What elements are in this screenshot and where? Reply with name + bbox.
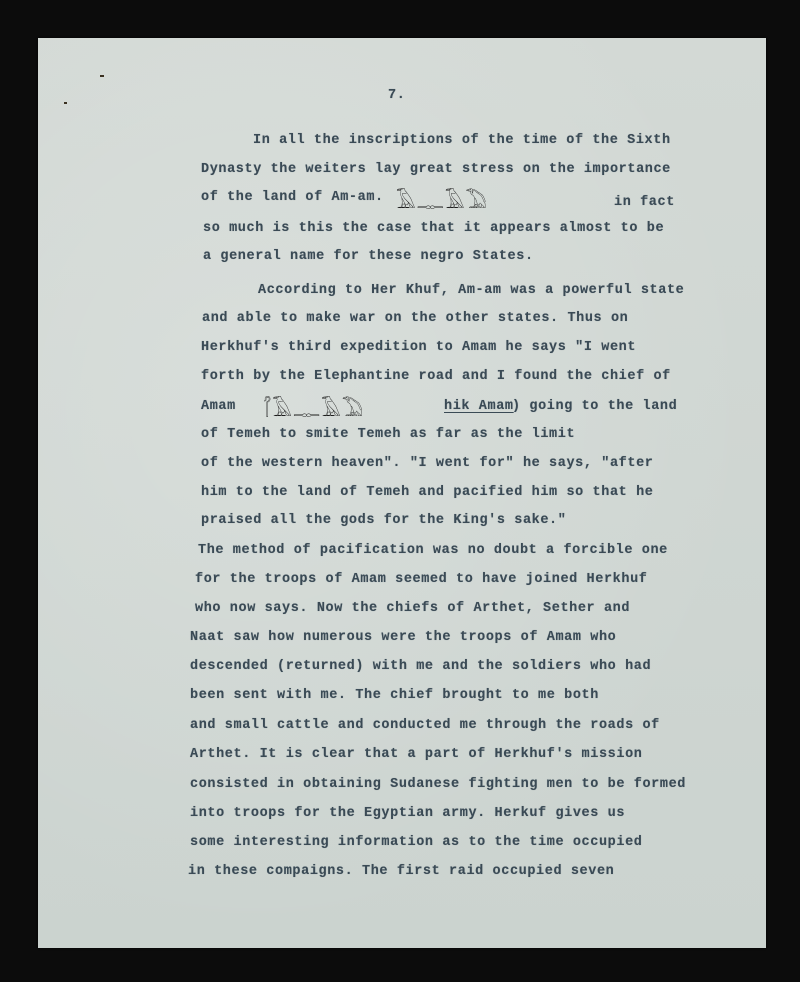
- text-line: of Temeh to smite Temeh as far as the limit: [201, 427, 576, 442]
- text-line: ) going to the land: [512, 399, 678, 414]
- text-line: According to Her Khuf, Am-am was a powerful state: [258, 283, 685, 298]
- text-line: and able to make war on the other states. Thus on: [202, 311, 629, 326]
- paper-speck: [100, 75, 104, 77]
- paper-speck: [64, 102, 67, 104]
- text-line: been sent with me. The chief brought to me both: [190, 688, 599, 703]
- text-line: into troops for the Egyptian army. Herkuf gives us: [190, 806, 626, 821]
- text-line: Dynasty the weiters lay great stress on the importance: [201, 162, 671, 177]
- text-line: in fact: [614, 195, 675, 210]
- text-line: consisted in obtaining Sudanese fighting men to be formed: [190, 777, 686, 792]
- text-line: descended (returned) with me and the soldiers who had: [190, 659, 652, 674]
- hieroglyph-inscription: 𓋾𓄿𓊃𓄿𓅐: [263, 397, 364, 421]
- hieroglyph-inscription: 𓄿𓊃𓄿𓅐: [396, 189, 488, 213]
- text-line: a general name for these negro States.: [203, 249, 534, 264]
- text-line: who now says. Now the chiefs of Arthet, Sether and: [195, 601, 631, 616]
- text-line: for the troops of Amam seemed to have joined Herkhuf: [195, 572, 648, 587]
- page-number: 7.: [388, 88, 406, 103]
- text-line: so much is this the case that it appears almost to be: [203, 221, 665, 236]
- text-line: of the land of Am-am.: [201, 190, 384, 205]
- text-line: In all the inscriptions of the time of the Sixth: [253, 133, 671, 148]
- text-line: and small cattle and conducted me through the roads of: [190, 718, 660, 733]
- text-line: Arthet. It is clear that a part of Herkhuf's mission: [190, 747, 643, 762]
- document-page: [38, 38, 766, 948]
- text-line: some interesting information as to the time occupied: [190, 835, 643, 850]
- text-line: in these compaigns. The first raid occupied seven: [188, 864, 615, 879]
- text-line: Naat saw how numerous were the troops of Amam who: [190, 630, 617, 645]
- text-line: of the western heaven". "I went for" he says, "after: [201, 456, 654, 471]
- text-line: praised all the gods for the King's sake.": [201, 513, 567, 528]
- transliteration-hik-amam: hik Amam: [444, 399, 514, 414]
- text-line: forth by the Elephantine road and I found the chief of: [201, 369, 671, 384]
- text-line: him to the land of Temeh and pacified him so that he: [201, 485, 654, 500]
- text-line: The method of pacification was no doubt a forcible one: [198, 543, 668, 558]
- text-line: Amam: [201, 399, 236, 414]
- text-line: Herkhuf's third expedition to Amam he says "I went: [201, 340, 637, 355]
